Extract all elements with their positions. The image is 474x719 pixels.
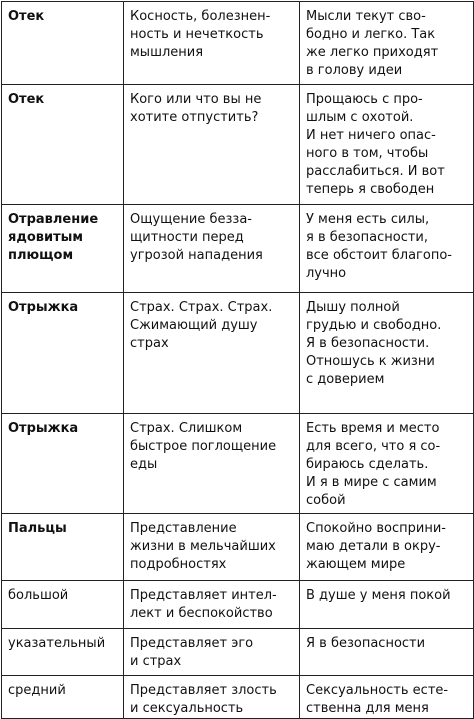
affirmation-cell <box>300 85 474 205</box>
cell-line: и страх <box>130 654 182 669</box>
cell-line: и сексуальность <box>130 701 244 716</box>
affirmation-cell <box>300 676 474 719</box>
affirmation-paragraph <box>306 520 467 574</box>
term-cell: Пальцы <box>2 514 124 581</box>
term-cell: Отрыжка <box>2 293 124 414</box>
term-cell: Отрыжка <box>2 414 124 514</box>
term-cell: указательный <box>2 629 124 676</box>
table-row <box>2 629 474 676</box>
cause-cell <box>124 414 300 514</box>
cause-cell <box>124 293 300 414</box>
cell-line: Есть время и место <box>306 421 440 436</box>
cell-line: Сексуальность есте- <box>306 683 449 698</box>
affirmation-paragraph <box>306 682 467 718</box>
affirmation-paragraph <box>306 335 467 353</box>
cell-line: мышления <box>130 45 204 60</box>
cell-line: Представляет злость <box>130 683 277 698</box>
affirmation-paragraph <box>306 127 467 199</box>
cell-line: Ощущение безза- <box>130 212 252 227</box>
affirmation-paragraph <box>306 353 467 389</box>
cell-line: бираюсь сделать. <box>306 457 429 472</box>
affirmation-cell <box>300 581 474 629</box>
affirmation-paragraph <box>306 420 467 474</box>
cell-line: В душе у меня покой <box>306 588 451 603</box>
affirmation-cell <box>300 514 474 581</box>
cell-line: угрозой нападения <box>130 248 263 263</box>
cell-line: маю детали в окру- <box>306 539 441 554</box>
cell-line: Дышу полной <box>306 300 400 315</box>
table-row <box>2 205 474 293</box>
cell-line: ного в том, чтобы <box>306 146 429 161</box>
affirmation-paragraph <box>306 211 467 283</box>
cell-line: с доверием <box>306 372 385 387</box>
table-row <box>2 2 474 85</box>
cell-line: ственна для меня <box>306 701 429 716</box>
cell-line: Отношусь к жизни <box>306 354 435 369</box>
cause-cell <box>124 2 300 85</box>
cause-cell <box>124 676 300 719</box>
cell-line: жающем мире <box>306 557 406 572</box>
cause-cell <box>124 629 300 676</box>
affirmation-paragraph <box>306 474 467 510</box>
cell-line: быстрое поглощение <box>130 439 277 454</box>
cell-line: Представляет эго <box>130 636 254 651</box>
cell-line: ность и нечеткость <box>130 27 264 42</box>
cell-line: Сжимающий душу <box>130 318 258 333</box>
cell-line: Я в безопасности <box>306 636 426 651</box>
affirmation-cell <box>300 205 474 293</box>
term-cell: Отравление ядовитым плющом <box>2 205 124 293</box>
cell-line: лект и беспокойство <box>130 606 273 621</box>
cell-line: же легко приходят <box>306 45 439 60</box>
term-cell: средний <box>2 676 124 719</box>
cell-line: Представляет интел- <box>130 588 277 603</box>
affirmation-paragraph <box>306 299 467 335</box>
table-row <box>2 676 474 719</box>
cell-line: я в безопасности, <box>306 230 428 245</box>
table-body <box>2 2 474 719</box>
cell-line: теперь я свободен <box>306 182 435 197</box>
cell-line: все обстоит благопо- <box>306 248 452 263</box>
cause-cell <box>124 581 300 629</box>
cell-line: страх <box>130 336 169 351</box>
cell-line: в голову идеи <box>306 63 403 78</box>
cell-line: расслабиться. И вот <box>306 164 445 179</box>
cell-line: хотите отпустить? <box>130 110 259 125</box>
table-row <box>2 514 474 581</box>
cell-line: Спокойно восприни- <box>306 521 446 536</box>
affirmation-paragraph <box>306 91 467 127</box>
term-cell: Отек <box>2 85 124 205</box>
table-row <box>2 85 474 205</box>
cell-line: шлым с охотой. <box>306 110 414 125</box>
affirmation-cell <box>300 629 474 676</box>
table-row <box>2 293 474 414</box>
cell-line: собой <box>306 493 346 508</box>
cell-line: Представление <box>130 521 237 536</box>
cell-line: подробностях <box>130 557 227 572</box>
cell-line: бодно и легко. Так <box>306 27 436 42</box>
cell-line: грудью и свободно. <box>306 318 442 333</box>
cell-line: Мысли текут сво- <box>306 9 426 24</box>
cell-line: Кого или что вы не <box>130 92 262 107</box>
cell-line: И я в мире с самим <box>306 475 437 490</box>
affirmation-cell <box>300 293 474 414</box>
affirmation-paragraph <box>306 635 467 653</box>
table-row <box>2 581 474 629</box>
cell-line: еды <box>130 457 158 472</box>
cell-line: Косность, болезнен- <box>130 9 271 24</box>
affirmation-paragraph <box>306 8 467 80</box>
condition-table <box>1 1 474 719</box>
cell-line: Страх. Страх. Страх. <box>130 300 273 315</box>
cause-cell <box>124 205 300 293</box>
term-cell: Отек <box>2 2 124 85</box>
cell-line: Я в безопасности. <box>306 336 430 351</box>
term-cell: большой <box>2 581 124 629</box>
cause-cell <box>124 85 300 205</box>
table-row <box>2 414 474 514</box>
cell-line: щитности перед <box>130 230 244 245</box>
cell-line: У меня есть силы, <box>306 212 430 227</box>
cell-line: И нет ничего опас- <box>306 128 436 143</box>
cell-line: жизни в мельчайших <box>130 539 276 554</box>
cell-line: Страх. Слишком <box>130 421 243 436</box>
affirmation-cell <box>300 2 474 85</box>
affirmation-cell <box>300 414 474 514</box>
cell-line: для всего, что я со- <box>306 439 441 454</box>
cell-line: Прощаюсь с про- <box>306 92 423 107</box>
affirmation-paragraph <box>306 587 467 605</box>
cause-cell <box>124 514 300 581</box>
cell-line: лучно <box>306 266 347 281</box>
